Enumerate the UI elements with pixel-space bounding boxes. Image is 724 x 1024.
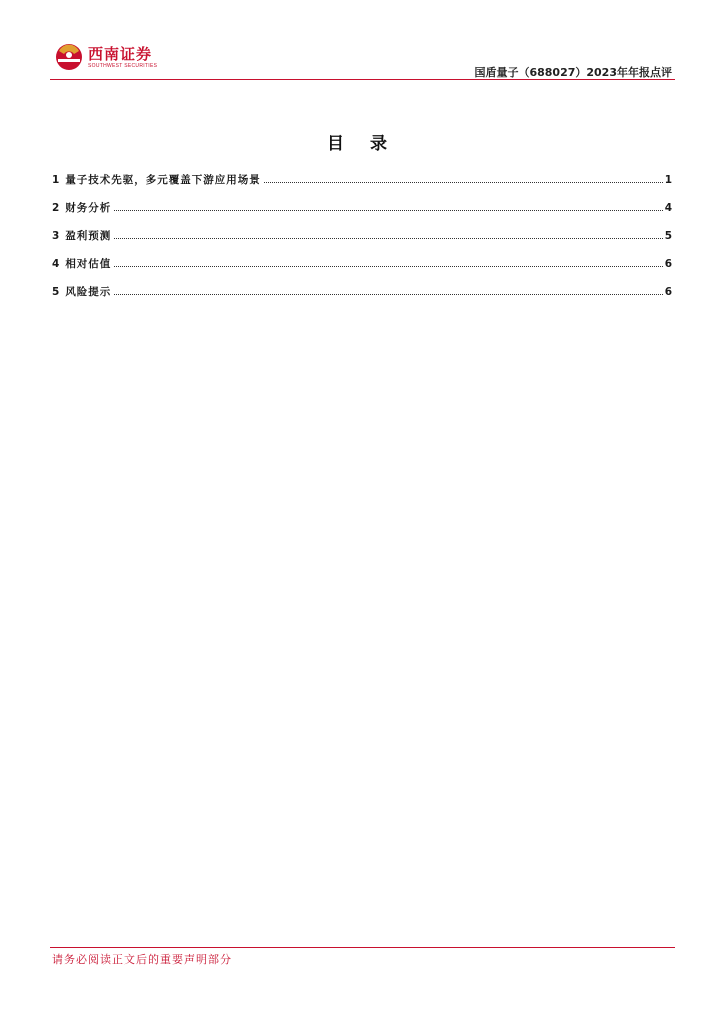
table-of-contents <box>52 172 672 312</box>
toc-entry-page: 6 <box>664 286 672 298</box>
logo-mark-icon <box>54 42 84 72</box>
footer-divider <box>50 947 675 948</box>
header-divider <box>50 79 675 80</box>
toc-dot-leader <box>114 266 662 267</box>
toc-dot-leader <box>264 182 663 183</box>
toc-entry-page: 1 <box>664 174 672 186</box>
toc-entry-3[interactable] <box>52 228 672 256</box>
toc-dot-leader <box>114 210 662 211</box>
toc-entry-page: 4 <box>664 202 672 214</box>
toc-entry-4[interactable] <box>52 256 672 284</box>
toc-entry-number: 5 <box>52 286 60 298</box>
toc-entry-title: 量子技术先驱，多元覆盖下游应用场景 <box>65 174 261 186</box>
toc-entry-number: 2 <box>52 202 60 214</box>
toc-entry-page: 6 <box>664 258 672 270</box>
toc-entry-title: 风险提示 <box>65 286 112 298</box>
toc-entry-title: 相对估值 <box>65 258 112 270</box>
logo-english-text: SOUTHWEST SECURITIES <box>88 63 158 69</box>
toc-dot-leader <box>114 294 662 295</box>
toc-entry-title: 财务分析 <box>65 202 112 214</box>
footer-disclaimer: 请务必阅读正文后的重要声明部分 <box>52 953 232 966</box>
toc-entry-number: 3 <box>52 230 60 242</box>
toc-entry-page: 5 <box>664 230 672 242</box>
toc-entry-2[interactable] <box>52 200 672 228</box>
toc-entry-1[interactable] <box>52 172 672 200</box>
toc-entry-number: 4 <box>52 258 60 270</box>
toc-dot-leader <box>114 238 662 239</box>
company-logo <box>54 42 174 74</box>
toc-entry-5[interactable] <box>52 284 672 312</box>
logo-chinese-text: 西南证券 <box>88 45 153 63</box>
toc-heading: 目 录 <box>327 134 397 154</box>
page-header <box>0 0 724 82</box>
report-title: 国盾量子（688027）2023年年报点评 <box>474 66 672 79</box>
toc-entry-number: 1 <box>52 174 60 186</box>
toc-entry-title: 盈利预测 <box>65 230 112 242</box>
